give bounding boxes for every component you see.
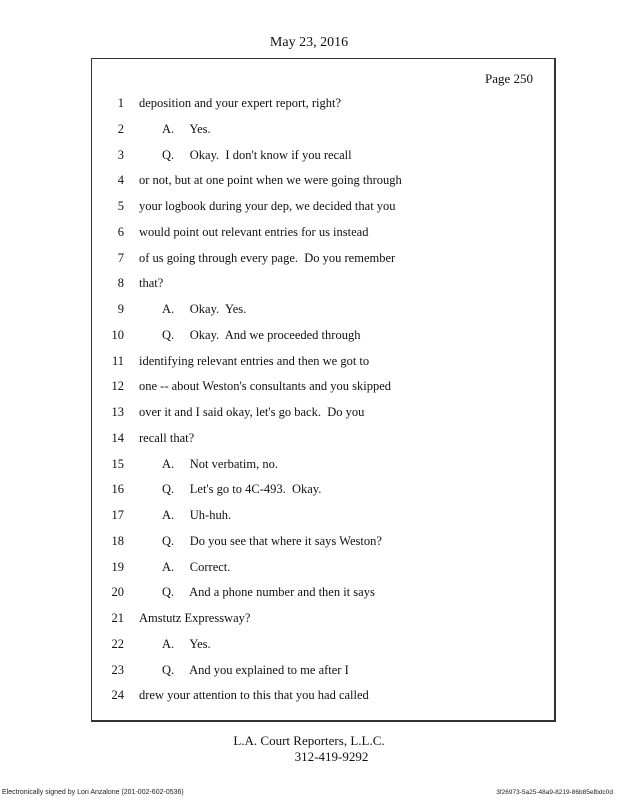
line-text: A. Correct.: [162, 559, 231, 574]
transcript-line: [92, 534, 554, 552]
transcript-line: [92, 276, 554, 294]
transcript-line: [92, 688, 554, 706]
line-text: would point out relevant entries for us instead: [139, 224, 369, 239]
transcript-line: [92, 148, 554, 166]
line-number: 6: [117, 224, 124, 239]
line-text: Amstutz Expressway?: [139, 611, 251, 625]
line-text: deposition and your expert report, right?: [139, 96, 342, 110]
line-text: your logbook during your dep, we decided that you: [139, 199, 396, 213]
line-number: 12: [111, 379, 124, 394]
electronic-signature: Electronically signed by Lori Anzalone (201-002-602-0536): [2, 789, 184, 796]
transcript-line: [92, 122, 554, 140]
reporter-phone: 312-419-9292: [294, 749, 369, 764]
line-text: A. Not verbatim, no.: [162, 456, 278, 471]
transcript-line: [92, 354, 554, 372]
transcript-line: [92, 173, 554, 191]
line-number: 15: [111, 456, 124, 471]
line-number: 11: [111, 353, 124, 368]
transcript-line: [92, 405, 554, 423]
transcript-line: [92, 482, 554, 500]
page-number: Page 250: [484, 71, 533, 86]
transcript-line: [92, 379, 554, 397]
transcript-line: [92, 328, 554, 346]
line-text: Q. And a phone number and then it says: [162, 585, 375, 600]
line-number: 14: [111, 430, 124, 445]
line-number: 22: [111, 636, 124, 651]
transcript-line: [92, 96, 554, 114]
line-number: 9: [117, 302, 124, 316]
line-text: identifying relevant entries and then we got to: [139, 353, 370, 368]
line-text: A. Yes.: [162, 636, 211, 651]
line-number: 8: [117, 276, 124, 291]
line-number: 19: [111, 559, 124, 574]
line-text: A. Uh-huh.: [162, 508, 232, 522]
line-text: or not, but at one point when we were going through: [139, 173, 402, 188]
line-number: 17: [111, 508, 124, 522]
line-number: 5: [117, 199, 124, 213]
line-text: Q. Okay. I don't know if you recall: [162, 147, 352, 162]
transcript-line: [92, 251, 554, 269]
transcript-date: May 23, 2016: [269, 35, 349, 50]
line-number: 1: [117, 96, 124, 110]
transcript-line: [92, 457, 554, 475]
line-text: one -- about Weston's consultants and you skipped: [139, 379, 392, 394]
line-number: 18: [111, 533, 124, 548]
transcript-line: [92, 225, 554, 243]
line-text: of us going through every page. Do you remember: [139, 250, 396, 265]
transcript-line: [92, 431, 554, 449]
transcript-line: [92, 611, 554, 629]
line-text: A. Okay. Yes.: [162, 302, 247, 316]
transcript-line: [92, 199, 554, 217]
transcript-line: [92, 585, 554, 603]
line-text: Q. Let's go to 4C-493. Okay.: [162, 482, 322, 497]
line-number: 4: [117, 173, 124, 188]
transcript-line: [92, 302, 554, 320]
transcript-line: [92, 560, 554, 578]
line-text: over it and I said okay, let's go back. Do you: [139, 405, 365, 419]
line-text: Q. And you explained to me after I: [162, 662, 349, 677]
line-number: 7: [117, 250, 124, 265]
line-number: 16: [111, 482, 124, 497]
line-number: 13: [111, 405, 124, 419]
line-text: that?: [139, 276, 164, 291]
document-id: 3f26973-5a25-48a9-8219-86b85efbdc0d: [496, 789, 613, 796]
footer: [0, 733, 618, 765]
line-number: 23: [111, 662, 124, 677]
transcript-line: [92, 663, 554, 681]
reporter-company: L.A. Court Reporters, L.L.C.: [233, 733, 385, 748]
line-number: 24: [111, 688, 124, 703]
line-text: drew your attention to this that you had called: [139, 688, 369, 703]
transcript-line: [92, 508, 554, 526]
line-number: 3: [117, 147, 124, 162]
transcript-line: [92, 637, 554, 655]
line-text: A. Yes.: [162, 121, 211, 136]
line-text: recall that?: [139, 430, 195, 445]
line-number: 2: [117, 121, 124, 136]
line-text: Q. Okay. And we proceeded through: [162, 327, 361, 342]
line-text: Q. Do you see that where it says Weston?: [162, 533, 382, 548]
line-number: 21: [111, 611, 124, 625]
line-number: 20: [111, 585, 124, 600]
transcript-page: [91, 58, 556, 722]
line-number: 10: [111, 327, 124, 342]
